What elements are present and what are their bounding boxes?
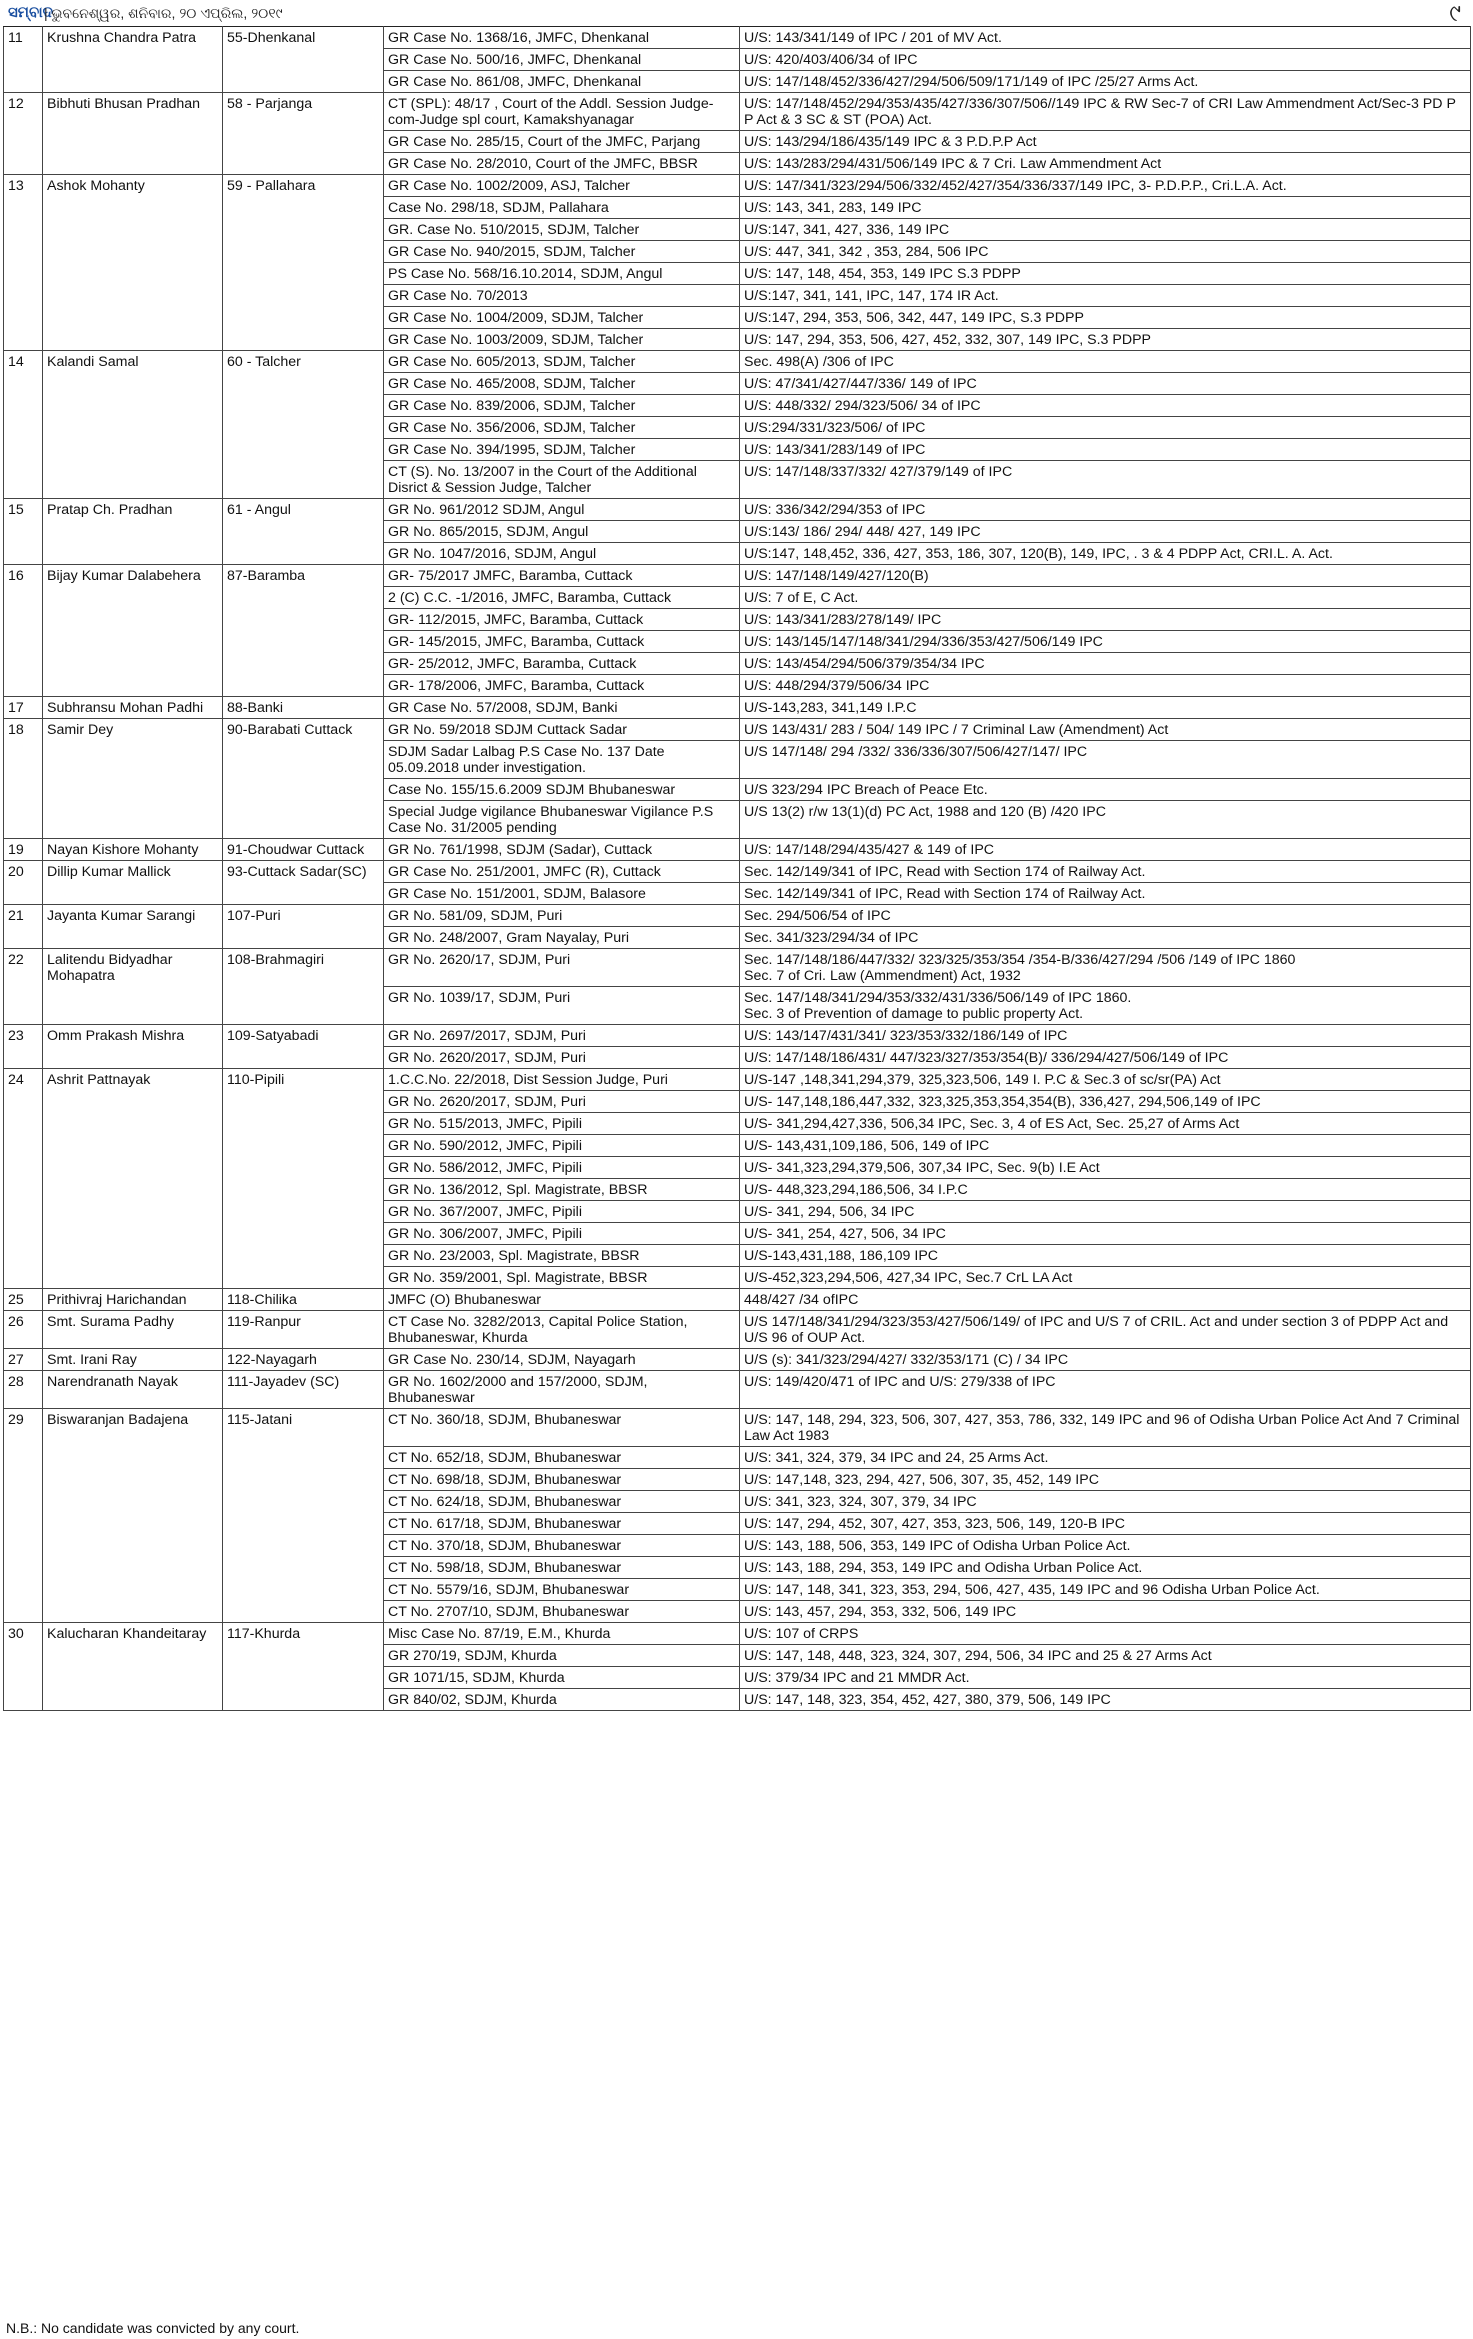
candidate-name-cell: Krushna Chandra Patra [43, 27, 223, 93]
case-number-cell: CT No. 652/18, SDJM, Bhubaneswar [384, 1447, 740, 1469]
sections-cell: U/S: 341, 324, 379, 34 IPC and 24, 25 Arms Act. [740, 1447, 1471, 1469]
sections-cell: U/S: 147, 294, 353, 506, 427, 452, 332, 307, 149 IPC, S.3 PDPP [740, 329, 1471, 351]
serial-number-cell: 22 [4, 949, 43, 1025]
sections-cell: U/S: 143, 341, 283, 149 IPC [740, 197, 1471, 219]
case-number-cell: GR No. 1047/2016, SDJM, Angul [384, 543, 740, 565]
sections-cell: U/S- 341,323,294,379,506, 307,34 IPC, Sec. 9(b) I.E Act [740, 1157, 1471, 1179]
serial-number-cell: 11 [4, 27, 43, 93]
sections-cell: U/S:147, 341, 141, IPC, 147, 174 IR Act. [740, 285, 1471, 307]
serial-number-cell: 26 [4, 1311, 43, 1349]
case-number-cell: GR No. 1602/2000 and 157/2000, SDJM, Bhubaneswar [384, 1371, 740, 1409]
serial-number-cell: 30 [4, 1623, 43, 1711]
case-number-cell: CT (S). No. 13/2007 in the Court of the Additional Disrict & Session Judge, Talcher [384, 461, 740, 499]
sections-cell: U/S 143/431/ 283 / 504/ 149 IPC / 7 Criminal Law (Amendment) Act [740, 719, 1471, 741]
case-number-cell: GR Case No. 465/2008, SDJM, Talcher [384, 373, 740, 395]
candidate-name-cell: Kalandi Samal [43, 351, 223, 499]
table-row [4, 1349, 1471, 1371]
serial-number-cell: 17 [4, 697, 43, 719]
sections-cell: U/S: 143, 457, 294, 353, 332, 506, 149 IPC [740, 1601, 1471, 1623]
candidate-name-cell: Biswaranjan Badajena [43, 1409, 223, 1623]
case-number-cell: GR Case No. 356/2006, SDJM, Talcher [384, 417, 740, 439]
case-number-cell: GR- 145/2015, JMFC, Baramba, Cuttack [384, 631, 740, 653]
case-number-cell: GR No. 23/2003, Spl. Magistrate, BBSR [384, 1245, 740, 1267]
table-row [4, 1069, 1471, 1091]
case-number-cell: GR Case No. 861/08, JMFC, Dhenkanal [384, 71, 740, 93]
case-number-cell: GR Case No. 394/1995, SDJM, Talcher [384, 439, 740, 461]
constituency-cell: 117-Khurda [223, 1623, 384, 1711]
case-number-cell: CT No. 370/18, SDJM, Bhubaneswar [384, 1535, 740, 1557]
candidate-name-cell: Narendranath Nayak [43, 1371, 223, 1409]
serial-number-cell: 20 [4, 861, 43, 905]
serial-number-cell: 15 [4, 499, 43, 565]
serial-number-cell: 29 [4, 1409, 43, 1623]
serial-number-cell: 28 [4, 1371, 43, 1409]
constituency-cell: 107-Puri [223, 905, 384, 949]
case-number-cell: GR- 75/2017 JMFC, Baramba, Cuttack [384, 565, 740, 587]
candidate-name-cell: Omm Prakash Mishra [43, 1025, 223, 1069]
sections-cell: Sec. 142/149/341 of IPC, Read with Section 174 of Railway Act. [740, 861, 1471, 883]
sections-cell: U/S: 143/341/283/278/149/ IPC [740, 609, 1471, 631]
sections-cell: U/S 323/294 IPC Breach of Peace Etc. [740, 779, 1471, 801]
constituency-cell: 61 - Angul [223, 499, 384, 565]
table-row [4, 175, 1471, 197]
sections-cell: U/S: 143/341/283/149 of IPC [740, 439, 1471, 461]
case-number-cell: Misc Case No. 87/19, E.M., Khurda [384, 1623, 740, 1645]
candidate-name-cell: Subhransu Mohan Padhi [43, 697, 223, 719]
case-number-cell: GR Case No. 28/2010, Court of the JMFC, BBSR [384, 153, 740, 175]
table-row [4, 839, 1471, 861]
case-number-cell: GR No. 306/2007, JMFC, Pipili [384, 1223, 740, 1245]
constituency-cell: 59 - Pallahara [223, 175, 384, 351]
case-number-cell: GR Case No. 605/2013, SDJM, Talcher [384, 351, 740, 373]
case-number-cell: GR Case No. 1004/2009, SDJM, Talcher [384, 307, 740, 329]
candidate-name-cell: Dillip Kumar Mallick [43, 861, 223, 905]
table-row [4, 93, 1471, 131]
candidate-name-cell: Samir Dey [43, 719, 223, 839]
sections-cell: U/S: 143, 188, 506, 353, 149 IPC of Odisha Urban Police Act. [740, 1535, 1471, 1557]
candidate-name-cell: Ashok Mohanty [43, 175, 223, 351]
candidate-name-cell: Bibhuti Bhusan Pradhan [43, 93, 223, 175]
case-number-cell: GR No. 59/2018 SDJM Cuttack Sadar [384, 719, 740, 741]
sections-cell: U/S: 143/283/294/431/506/149 IPC & 7 Cri. Law Ammendment Act [740, 153, 1471, 175]
case-number-cell: CT No. 624/18, SDJM, Bhubaneswar [384, 1491, 740, 1513]
sections-cell: U/S:147, 341, 427, 336, 149 IPC [740, 219, 1471, 241]
case-number-cell: Case No. 298/18, SDJM, Pallahara [384, 197, 740, 219]
table-row [4, 905, 1471, 927]
sections-cell: U/S 147/148/ 294 /332/ 336/336/307/506/427/147/ IPC [740, 741, 1471, 779]
constituency-cell: 91-Choudwar Cuttack [223, 839, 384, 861]
sections-cell: U/S: 147/148/337/332/ 427/379/149 of IPC [740, 461, 1471, 499]
case-number-cell: CT No. 360/18, SDJM, Bhubaneswar [384, 1409, 740, 1447]
case-number-cell: GR. Case No. 510/2015, SDJM, Talcher [384, 219, 740, 241]
serial-number-cell: 13 [4, 175, 43, 351]
sections-cell: U/S: 336/342/294/353 of IPC [740, 499, 1471, 521]
case-number-cell: GR Case No. 251/2001, JMFC (R), Cuttack [384, 861, 740, 883]
serial-number-cell: 19 [4, 839, 43, 861]
case-number-cell: GR 840/02, SDJM, Khurda [384, 1689, 740, 1711]
sections-cell: Sec. 341/323/294/34 of IPC [740, 927, 1471, 949]
sections-cell: U/S-147 ,148,341,294,379, 325,323,506, 149 I. P.C & Sec.3 of sc/sr(PA) Act [740, 1069, 1471, 1091]
constituency-cell: 58 - Parjanga [223, 93, 384, 175]
sections-cell: U/S: 447, 341, 342 , 353, 284, 506 IPC [740, 241, 1471, 263]
sections-cell: U/S: 420/403/406/34 of IPC [740, 49, 1471, 71]
case-number-cell: GR Case No. 70/2013 [384, 285, 740, 307]
case-table-wrapper [3, 26, 1470, 1711]
sections-cell: Sec. 294/506/54 of IPC [740, 905, 1471, 927]
footnote: N.B.: No candidate was convicted by any court. [6, 2320, 300, 2336]
serial-number-cell: 14 [4, 351, 43, 499]
case-number-cell: CT No. 698/18, SDJM, Bhubaneswar [384, 1469, 740, 1491]
sections-cell: U/S: 147/148/186/431/ 447/323/327/353/354(B)/ 336/294/427/506/149 of IPC [740, 1047, 1471, 1069]
case-number-cell: GR Case No. 151/2001, SDJM, Balasore [384, 883, 740, 905]
sections-cell: U/S: 147, 148, 341, 323, 353, 294, 506, 427, 435, 149 IPC and 96 Odisha Urban Police Act. [740, 1579, 1471, 1601]
case-number-cell: GR No. 2620/2017, SDJM, Puri [384, 1091, 740, 1113]
table-row [4, 949, 1471, 987]
table-row [4, 861, 1471, 883]
constituency-cell: 122-Nayagarh [223, 1349, 384, 1371]
sections-cell: U/S: 147/148/294/435/427 & 149 of IPC [740, 839, 1471, 861]
sections-cell: U/S:143/ 186/ 294/ 448/ 427, 149 IPC [740, 521, 1471, 543]
constituency-cell: 110-Pipili [223, 1069, 384, 1289]
sections-cell: U/S: 107 of CRPS [740, 1623, 1471, 1645]
sections-cell: U/S- 341, 294, 506, 34 IPC [740, 1201, 1471, 1223]
sections-cell: U/S: 143, 188, 294, 353, 149 IPC and Odisha Urban Police Act. [740, 1557, 1471, 1579]
case-number-cell: GR No. 1039/17, SDJM, Puri [384, 987, 740, 1025]
case-number-cell: 2 (C) C.C. -1/2016, JMFC, Baramba, Cuttack [384, 587, 740, 609]
table-row [4, 1289, 1471, 1311]
case-number-cell: Case No. 155/15.6.2009 SDJM Bhubaneswar [384, 779, 740, 801]
criminal-cases-table [3, 26, 1471, 1711]
sections-cell: U/S (s): 341/323/294/427/ 332/353/171 (C) / 34 IPC [740, 1349, 1471, 1371]
sections-cell: U/S: 448/332/ 294/323/506/ 34 of IPC [740, 395, 1471, 417]
constituency-cell: 115-Jatani [223, 1409, 384, 1623]
candidate-name-cell: Ashrit Pattnayak [43, 1069, 223, 1289]
case-number-cell: GR No. 359/2001, Spl. Magistrate, BBSR [384, 1267, 740, 1289]
candidate-name-cell: Prithivraj Harichandan [43, 1289, 223, 1311]
case-number-cell: CT No. 617/18, SDJM, Bhubaneswar [384, 1513, 740, 1535]
sections-cell: U/S: 147/148/452/336/427/294/506/509/171/149 of IPC /25/27 Arms Act. [740, 71, 1471, 93]
sections-cell: U/S: 147, 294, 452, 307, 427, 353, 323, 506, 149, 120-B IPC [740, 1513, 1471, 1535]
sections-cell: U/S: 149/420/471 of IPC and U/S: 279/338 of IPC [740, 1371, 1471, 1409]
case-number-cell: CT No. 2707/10, SDJM, Bhubaneswar [384, 1601, 740, 1623]
constituency-cell: 111-Jayadev (SC) [223, 1371, 384, 1409]
constituency-cell: 87-Baramba [223, 565, 384, 697]
case-number-cell: GR No. 2620/2017, SDJM, Puri [384, 1047, 740, 1069]
sections-cell: U/S: 147, 148, 448, 323, 324, 307, 294, 506, 34 IPC and 25 & 27 Arms Act [740, 1645, 1471, 1667]
serial-number-cell: 24 [4, 1069, 43, 1289]
case-number-cell: GR No. 2697/2017, SDJM, Puri [384, 1025, 740, 1047]
sections-cell: Sec. 147/148/186/447/332/ 323/325/353/354 /354-B/336/427/294 /506 /149 of IPC 1860 Sec. 7 of Cri. Law (Ammendment) Act, 1932 [740, 949, 1471, 987]
sections-cell: U/S: 341, 323, 324, 307, 379, 34 IPC [740, 1491, 1471, 1513]
candidate-name-cell: Smt. Irani Ray [43, 1349, 223, 1371]
sections-cell: U/S: 7 of E, C Act. [740, 587, 1471, 609]
constituency-cell: 119-Ranpur [223, 1311, 384, 1349]
table-row [4, 719, 1471, 741]
sections-cell: U/S: 143/341/149 of IPC / 201 of MV Act. [740, 27, 1471, 49]
case-number-cell: CT No. 5579/16, SDJM, Bhubaneswar [384, 1579, 740, 1601]
case-number-cell: GR No. 2620/17, SDJM, Puri [384, 949, 740, 987]
sections-cell: U/S: 448/294/379/506/34 IPC [740, 675, 1471, 697]
serial-number-cell: 27 [4, 1349, 43, 1371]
constituency-cell: 109-Satyabadi [223, 1025, 384, 1069]
case-number-cell: GR 270/19, SDJM, Khurda [384, 1645, 740, 1667]
case-number-cell: GR Case No. 500/16, JMFC, Dhenkanal [384, 49, 740, 71]
case-number-cell: GR No. 136/2012, Spl. Magistrate, BBSR [384, 1179, 740, 1201]
table-row [4, 1025, 1471, 1047]
sections-cell: U/S: 143/147/431/341/ 323/353/332/186/149 of IPC [740, 1025, 1471, 1047]
serial-number-cell: 23 [4, 1025, 43, 1069]
sections-cell: U/S: 147, 148, 323, 354, 452, 427, 380, 379, 506, 149 IPC [740, 1689, 1471, 1711]
serial-number-cell: 25 [4, 1289, 43, 1311]
case-number-cell: CT No. 598/18, SDJM, Bhubaneswar [384, 1557, 740, 1579]
sections-cell: Sec. 147/148/341/294/353/332/431/336/506/149 of IPC 1860. Sec. 3 of Prevention of damage to public property Act. [740, 987, 1471, 1025]
case-number-cell: GR Case No. 230/14, SDJM, Nayagarh [384, 1349, 740, 1371]
sections-cell: U/S- 143,431,109,186, 506, 149 of IPC [740, 1135, 1471, 1157]
table-row [4, 565, 1471, 587]
constituency-cell: 60 - Talcher [223, 351, 384, 499]
sections-cell: U/S- 147,148,186,447,332, 323,325,353,354,354(B), 336,427, 294,506,149 of IPC [740, 1091, 1471, 1113]
candidate-name-cell: Smt. Surama Padhy [43, 1311, 223, 1349]
case-number-cell: CT Case No. 3282/2013, Capital Police Station, Bhubaneswar, Khurda [384, 1311, 740, 1349]
case-number-cell: GR No. 865/2015, SDJM, Angul [384, 521, 740, 543]
newspaper-logo: ସମ୍ବାଦ [8, 4, 53, 21]
case-number-cell: GR No. 248/2007, Gram Nayalay, Puri [384, 927, 740, 949]
case-number-cell: GR- 112/2015, JMFC, Baramba, Cuttack [384, 609, 740, 631]
case-number-cell: CT (SPL): 48/17 , Court of the Addl. Session Judge-com-Judge spl court, Kamakshyanagar [384, 93, 740, 131]
serial-number-cell: 16 [4, 565, 43, 697]
sections-cell: U/S- 341, 254, 427, 506, 34 IPC [740, 1223, 1471, 1245]
case-number-cell: GR Case No. 1368/16, JMFC, Dhenkanal [384, 27, 740, 49]
case-number-cell: GR Case No. 839/2006, SDJM, Talcher [384, 395, 740, 417]
case-number-cell: GR No. 961/2012 SDJM, Angul [384, 499, 740, 521]
sections-cell: 448/427 /34 ofIPC [740, 1289, 1471, 1311]
sections-cell: U/S: 147/341/323/294/506/332/452/427/354/336/337/149 IPC, 3- P.D.P.P., Cri.L.A. Act. [740, 175, 1471, 197]
table-row [4, 1409, 1471, 1447]
case-number-cell: GR Case No. 57/2008, SDJM, Banki [384, 697, 740, 719]
case-number-cell: SDJM Sadar Lalbag P.S Case No. 137 Date 05.09.2018 under investigation. [384, 741, 740, 779]
constituency-cell: 88-Banki [223, 697, 384, 719]
case-number-cell: GR No. 515/2013, JMFC, Pipili [384, 1113, 740, 1135]
case-number-cell: GR Case No. 1003/2009, SDJM, Talcher [384, 329, 740, 351]
sections-cell: U/S: 147,148, 323, 294, 427, 506, 307, 35, 452, 149 IPC [740, 1469, 1471, 1491]
table-row [4, 1623, 1471, 1645]
case-number-cell: GR Case No. 1002/2009, ASJ, Talcher [384, 175, 740, 197]
candidate-name-cell: Lalitendu Bidyadhar Mohapatra [43, 949, 223, 1025]
sections-cell: U/S-143,283, 341,149 I.P.C [740, 697, 1471, 719]
sections-cell: U/S: 147/148/149/427/120(B) [740, 565, 1471, 587]
sections-cell: U/S- 341,294,427,336, 506,34 IPC, Sec. 3, 4 of ES Act, Sec. 25,27 of Arms Act [740, 1113, 1471, 1135]
case-number-cell: PS Case No. 568/16.10.2014, SDJM, Angul [384, 263, 740, 285]
constituency-cell: 93-Cuttack Sadar(SC) [223, 861, 384, 905]
case-number-cell: GR 1071/15, SDJM, Khurda [384, 1667, 740, 1689]
table-body [4, 27, 1471, 1711]
case-number-cell: GR No. 761/1998, SDJM (Sadar), Cuttack [384, 839, 740, 861]
case-number-cell: GR- 178/2006, JMFC, Baramba, Cuttack [384, 675, 740, 697]
sections-cell: U/S: 147/148/452/294/353/435/427/336/307/506//149 IPC & RW Sec-7 of CRI Law Ammendment Act/Sec-3 PD P P Act & 3 SC & ST (POA) Act. [740, 93, 1471, 131]
page-number: ୯ [1449, 0, 1461, 27]
case-number-cell: Special Judge vigilance Bhubaneswar Vigilance P.S Case No. 31/2005 pending [384, 801, 740, 839]
sections-cell: U/S: 147, 148, 294, 323, 506, 307, 427, 353, 786, 332, 149 IPC and 96 of Odisha Urban Police Act And 7 Criminal Law Act 1983 [740, 1409, 1471, 1447]
case-number-cell: GR No. 367/2007, JMFC, Pipili [384, 1201, 740, 1223]
constituency-cell: 90-Barabati Cuttack [223, 719, 384, 839]
table-row [4, 1371, 1471, 1409]
sections-cell: U/S: 143/454/294/506/379/354/34 IPC [740, 653, 1471, 675]
case-number-cell: GR No. 590/2012, JMFC, Pipili [384, 1135, 740, 1157]
sections-cell: Sec. 142/149/341 of IPC, Read with Section 174 of Railway Act. [740, 883, 1471, 905]
table-row [4, 1311, 1471, 1349]
candidate-name-cell: Jayanta Kumar Sarangi [43, 905, 223, 949]
constituency-cell: 108-Brahmagiri [223, 949, 384, 1025]
serial-number-cell: 12 [4, 93, 43, 175]
table-row [4, 27, 1471, 49]
serial-number-cell: 18 [4, 719, 43, 839]
serial-number-cell: 21 [4, 905, 43, 949]
sections-cell: U/S: 47/341/427/447/336/ 149 of IPC [740, 373, 1471, 395]
sections-cell: U/S-452,323,294,506, 427,34 IPC, Sec.7 CrL LA Act [740, 1267, 1471, 1289]
sections-cell: U/S: 379/34 IPC and 21 MMDR Act. [740, 1667, 1471, 1689]
candidate-name-cell: Nayan Kishore Mohanty [43, 839, 223, 861]
sections-cell: U/S-143,431,188, 186,109 IPC [740, 1245, 1471, 1267]
candidate-name-cell: Kalucharan Khandeitaray [43, 1623, 223, 1711]
sections-cell: U/S: 143/145/147/148/341/294/336/353/427/506/149 IPC [740, 631, 1471, 653]
sections-cell: U/S:147, 148,452, 336, 427, 353, 186, 307, 120(B), 149, IPC, . 3 & 4 PDPP Act, CRI.L. A. Act. [740, 543, 1471, 565]
case-number-cell: GR- 25/2012, JMFC, Baramba, Cuttack [384, 653, 740, 675]
dateline: | ଭୁବନେଶ୍ୱର, ଶନିବାର, ୨୦ ଏପ୍ରିଲ, ୨୦୧୯ [44, 5, 283, 21]
sections-cell: U/S 147/148/341/294/323/353/427/506/149/ of IPC and U/S 7 of CRIL. Act and under section 3 of PDPP Act and U/S 96 of OUP Act. [740, 1311, 1471, 1349]
constituency-cell: 118-Chilika [223, 1289, 384, 1311]
table-row [4, 351, 1471, 373]
sections-cell: U/S: 147, 148, 454, 353, 149 IPC S.3 PDPP [740, 263, 1471, 285]
case-number-cell: GR No. 586/2012, JMFC, Pipili [384, 1157, 740, 1179]
constituency-cell: 55-Dhenkanal [223, 27, 384, 93]
case-number-cell: GR No. 581/09, SDJM, Puri [384, 905, 740, 927]
sections-cell: U/S 13(2) r/w 13(1)(d) PC Act, 1988 and 120 (B) /420 IPC [740, 801, 1471, 839]
case-number-cell: GR Case No. 285/15, Court of the JMFC, Parjang [384, 131, 740, 153]
sections-cell: U/S:147, 294, 353, 506, 342, 447, 149 IPC, S.3 PDPP [740, 307, 1471, 329]
table-row [4, 499, 1471, 521]
case-number-cell: 1.C.C.No. 22/2018, Dist Session Judge, Puri [384, 1069, 740, 1091]
candidate-name-cell: Pratap Ch. Pradhan [43, 499, 223, 565]
candidate-name-cell: Bijay Kumar Dalabehera [43, 565, 223, 697]
sections-cell: Sec. 498(A) /306 of IPC [740, 351, 1471, 373]
case-number-cell: JMFC (O) Bhubaneswar [384, 1289, 740, 1311]
sections-cell: U/S:294/331/323/506/ of IPC [740, 417, 1471, 439]
table-row [4, 697, 1471, 719]
sections-cell: U/S: 143/294/186/435/149 IPC & 3 P.D.P.P Act [740, 131, 1471, 153]
sections-cell: U/S- 448,323,294,186,506, 34 I.P.C [740, 1179, 1471, 1201]
case-number-cell: GR Case No. 940/2015, SDJM, Talcher [384, 241, 740, 263]
